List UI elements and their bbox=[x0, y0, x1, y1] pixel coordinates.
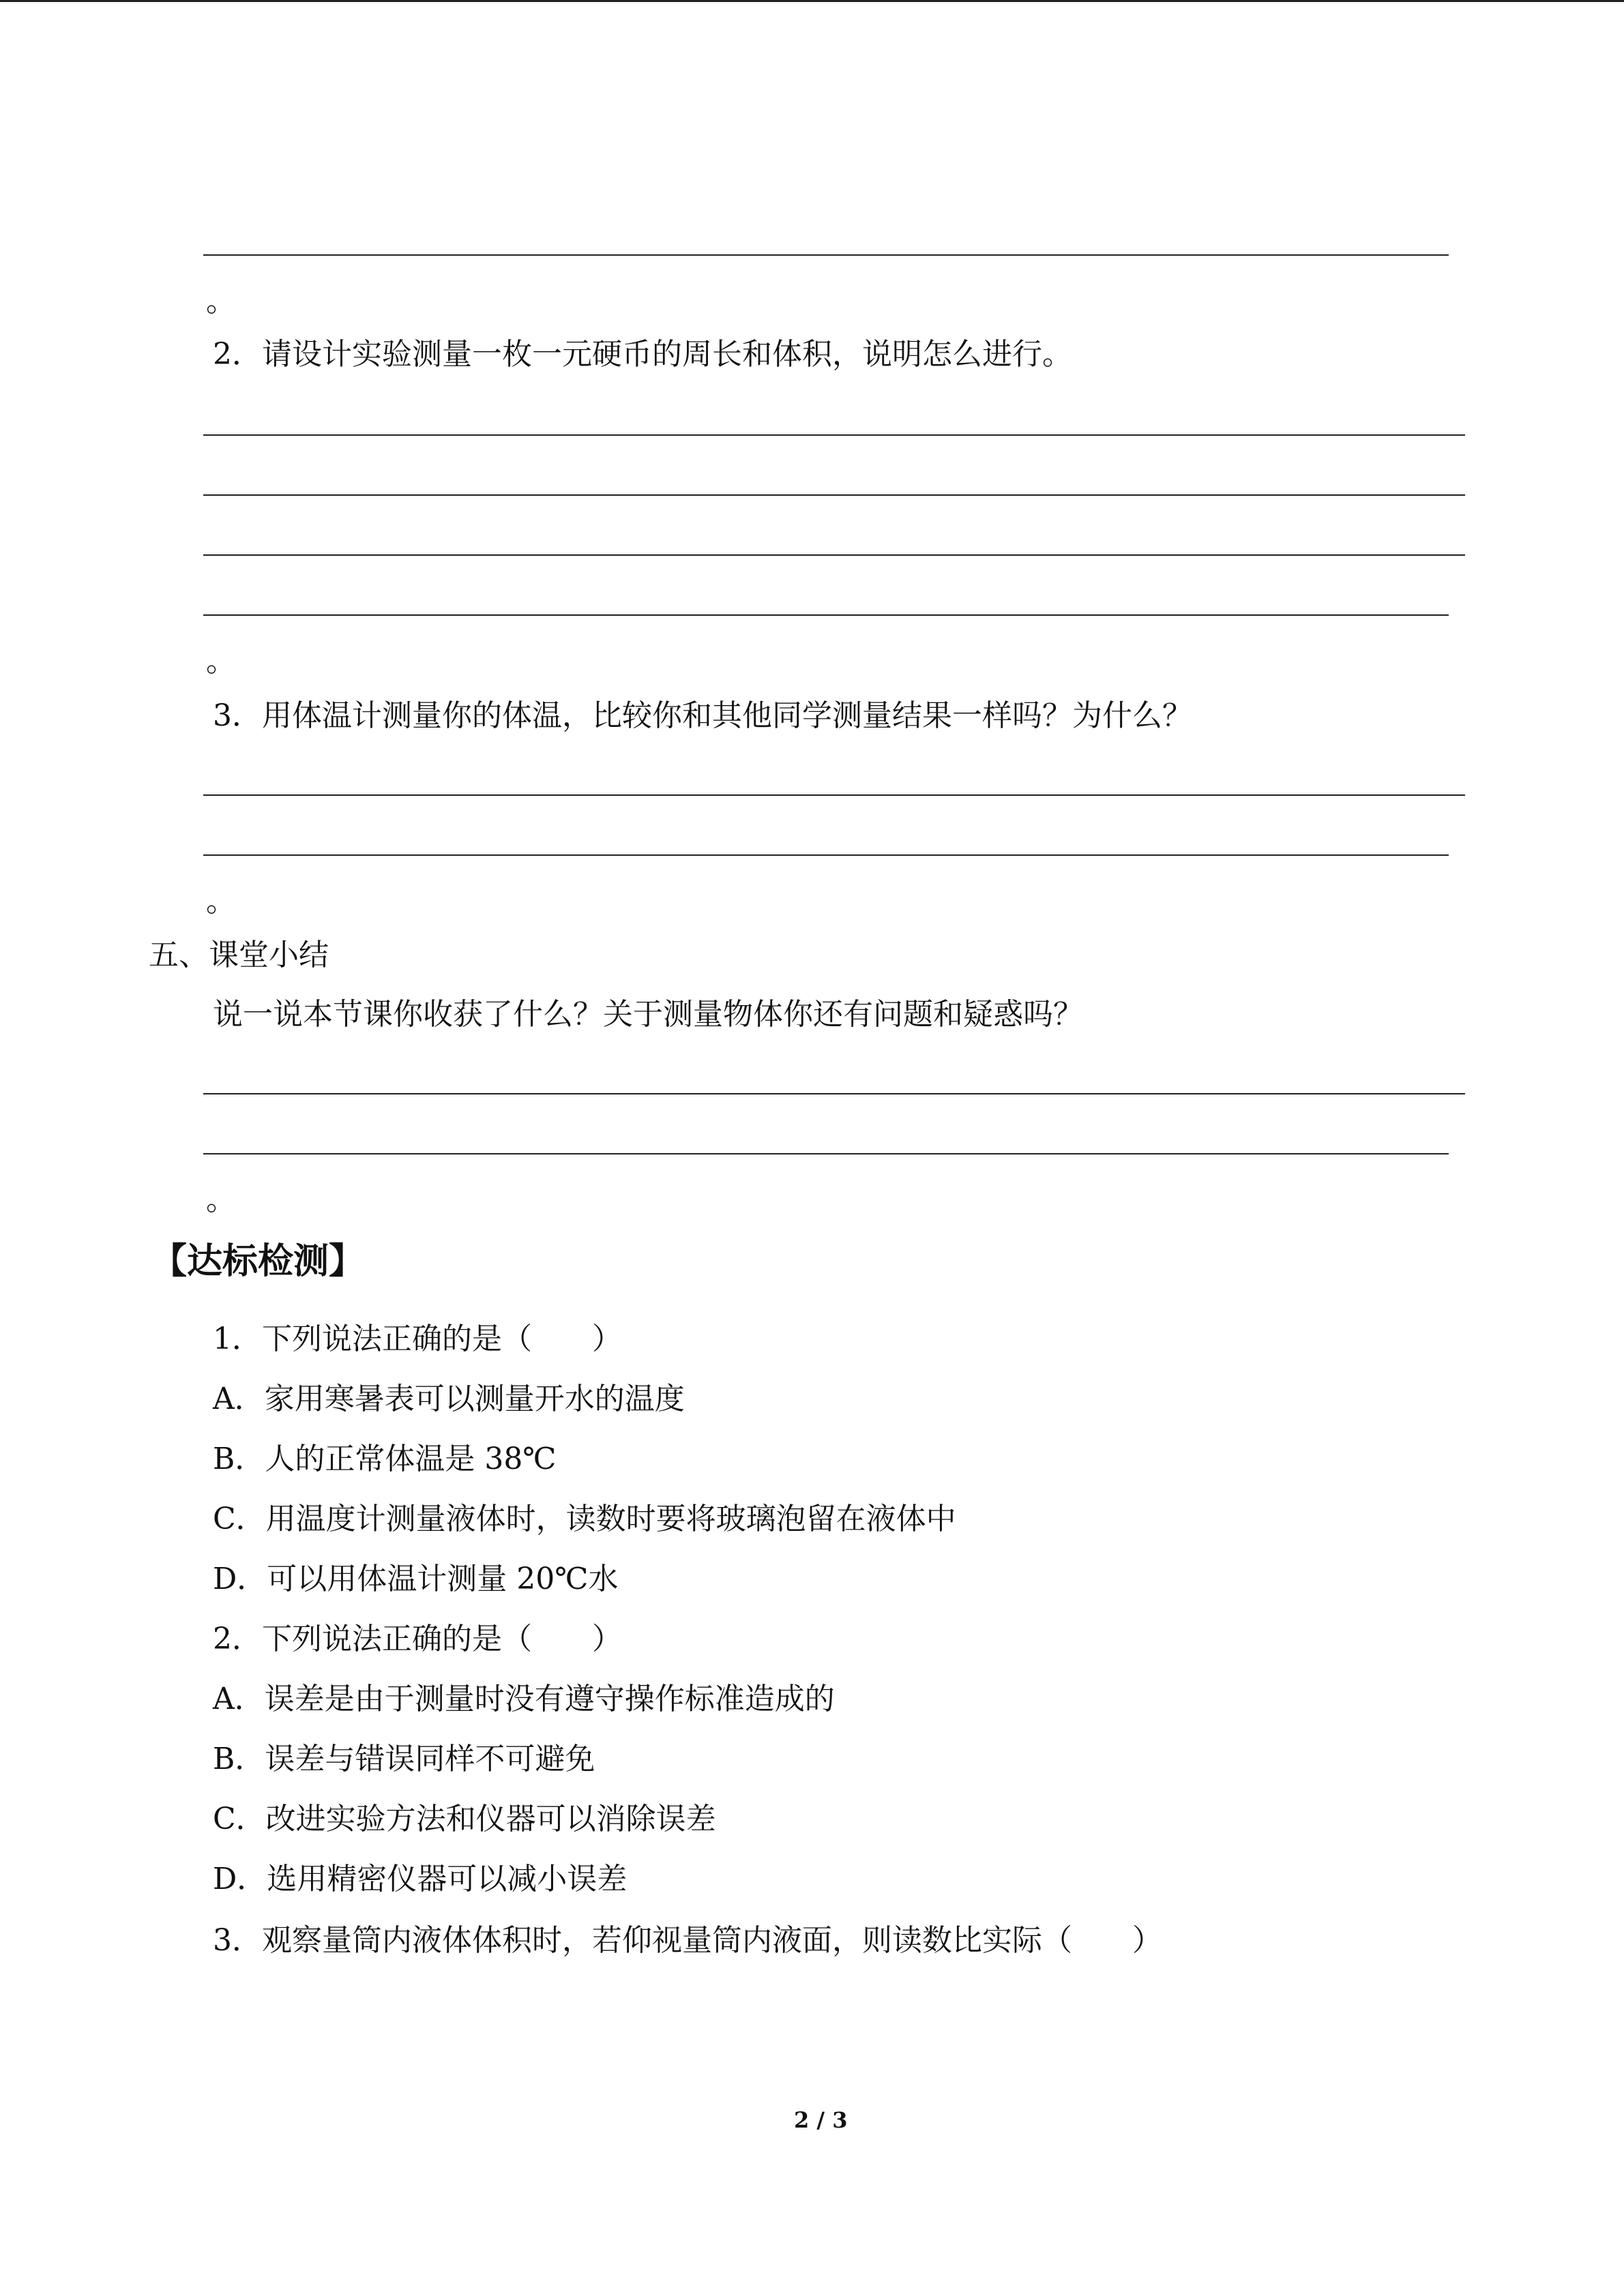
page-number: 2 / 3 bbox=[794, 2107, 848, 2133]
option-a: A．误差是由于测量时没有遵守操作标准造成的 bbox=[213, 1682, 835, 1716]
option-b: B．误差与错误同样不可避免 bbox=[213, 1742, 595, 1776]
option-c: C．用温度计测量液体时，读数时要将玻璃泡留在液体中 bbox=[213, 1502, 956, 1536]
end-mark: 。 bbox=[206, 884, 236, 919]
answer-line[interactable] bbox=[203, 854, 1449, 856]
answer-line[interactable] bbox=[203, 794, 1465, 796]
option-b: B．人的正常体温是 38℃ bbox=[213, 1442, 557, 1476]
end-mark: 。 bbox=[206, 284, 236, 318]
section-5-title: 五、课堂小结 bbox=[149, 938, 329, 972]
check-question-3: 3．观察量筒内液体体积时，若仰视量筒内液面，则读数比实际（ ） bbox=[213, 1923, 1162, 1958]
check-question-2: 2．下列说法正确的是（ ） bbox=[213, 1622, 622, 1656]
page-top-border bbox=[0, 0, 1624, 2]
answer-line[interactable] bbox=[203, 434, 1465, 436]
end-mark: 。 bbox=[206, 1182, 236, 1217]
answer-line bbox=[203, 254, 1449, 256]
check-heading: 【达标检测】 bbox=[151, 1240, 365, 1282]
answer-line[interactable] bbox=[203, 1093, 1465, 1094]
check-question-1: 1．下列说法正确的是（ ） bbox=[213, 1322, 622, 1356]
answer-line[interactable] bbox=[203, 554, 1465, 556]
question-2: 2．请设计实验测量一枚一元硬币的周长和体积，说明怎么进行。 bbox=[213, 337, 1072, 372]
answer-line[interactable] bbox=[203, 494, 1465, 496]
question-3: 3．用体温计测量你的体温，比较你和其他同学测量结果一样吗？为什么？ bbox=[213, 698, 1192, 733]
option-d: D．选用精密仪器可以减小误差 bbox=[213, 1862, 628, 1896]
end-mark: 。 bbox=[206, 644, 236, 679]
option-a: A．家用寒暑表可以测量开水的温度 bbox=[213, 1382, 685, 1416]
summary-prompt: 说一说本节课你收获了什么？关于测量物体你还有问题和疑惑吗？ bbox=[213, 997, 1083, 1032]
answer-line[interactable] bbox=[203, 1153, 1449, 1154]
option-d: D．可以用体温计测量 20℃水 bbox=[213, 1562, 619, 1596]
answer-line[interactable] bbox=[203, 614, 1449, 616]
option-c: C．改进实验方法和仪器可以消除误差 bbox=[213, 1802, 716, 1836]
